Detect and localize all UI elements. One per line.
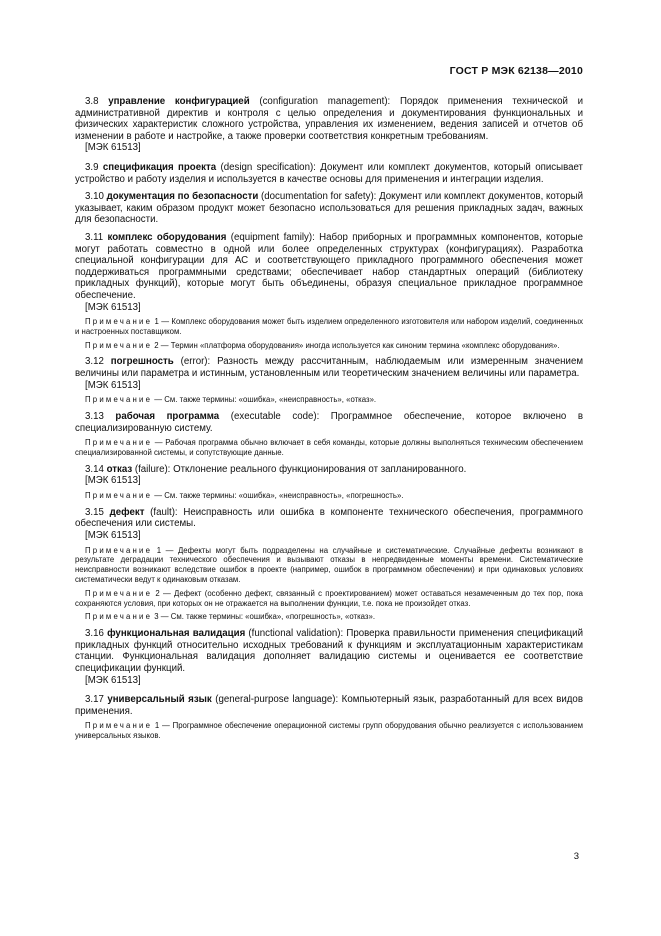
entry-number: 3.9 — [85, 161, 99, 173]
note-label: Примечание — [85, 395, 153, 405]
entry-term: управление конфигурацией — [108, 96, 250, 107]
note-label: Примечание — [85, 340, 153, 350]
note-text: 2 — Термин «платформа оборудования» иногда используется как синоним термина «комплекс оборудования». — [152, 340, 560, 350]
entry-number: 3.13 — [85, 411, 104, 423]
note-label: Примечание — [85, 545, 153, 555]
entry-note — [75, 317, 583, 337]
entry-reference: [МЭК 61513] — [85, 379, 141, 391]
entry-number: 3.14 — [85, 463, 104, 475]
note-text: 1 — Дефекты могут быть подразделены на случайные и систематические. Случайные дефекты возникают в результате деградации технического обеспечения и вызывают отказы в непредвиденные моменты времени. Систематические неисправности возникают вследствие ошибок в проекте (например, ошибок в программном обеспечении) и при одинаковых условиях систематически ведут к одинаковым отказам. — [75, 545, 583, 584]
entry-text: (general-purpose language): Компьютерный язык, разработанный для всех видов применения. — [75, 694, 583, 717]
note-text: — См. также термины: «ошибка», «неисправность», «отказ». — [152, 395, 377, 405]
entry-number: 3.11 — [85, 231, 104, 243]
entry-note — [75, 395, 583, 405]
note-text: — Рабочая программа обычно включает в себя команды, которые должны выполняться техническим обеспечением специализированной системы, и сопутствующие данные. — [75, 438, 583, 458]
definition-entry — [75, 464, 583, 476]
entry-note — [75, 589, 583, 609]
entry-text: (error): Разность между рассчитанным, наблюдаемым или измеренным значением величины или параметра и истинным, установленным или теоретическим значением величины или параметра. — [75, 356, 583, 380]
note-text: 1 — Комплекс оборудования может быть изделием определенного изготовителя или набором изделий, соединенных и настроенных поставщиком. — [75, 317, 583, 336]
entry-term: отказ — [106, 463, 133, 475]
entry-number: 3.10 — [85, 191, 104, 203]
entry-number: 3.16 — [85, 628, 104, 640]
note-text: 3 — См. также термины: «ошибка», «погрешность», «отказ». — [152, 612, 375, 622]
note-label: Примечание — [85, 317, 153, 327]
entry-text: (equipment family): Набор приборных и программных компонентов, которые могут работать совместно в одной или более определенных структурах (конфигурациях). Разработка специальной конфигурации для АС и соответствующего прикладного программного обеспечения может поддерживаться программными средствами; обеспечивает набор стандартных операций (библиотеку прикладных функций), которые могут быть объединены, образуя специальное прикладное программное обеспечение. — [75, 231, 583, 301]
entry-term: рабочая программа — [115, 411, 220, 423]
note-label: Примечание — [85, 491, 153, 501]
entry-reference: [МЭК 61513] — [85, 475, 141, 487]
note-label: Примечание — [85, 588, 153, 598]
definition-entry — [75, 232, 583, 302]
entry-text: (design specification): Документ или комплект документов, который описывает устройство и работу изделия и используется в качестве основы для применения и интеграции изделия. — [75, 161, 583, 185]
entry-term: комплекс оборудования — [107, 231, 227, 243]
entry-note — [75, 721, 583, 741]
document-header: ГОСТ Р МЭК 62138—2010 — [449, 65, 583, 77]
entry-text: (functional validation): Проверка правильности применения спецификаций прикладных функций относительно исходных требований к функциям и эксплуатационным характеристикам станции. Функциональная валидация дополняет валидацию системы и оценивается ее соответствие спецификации функций. — [75, 628, 583, 674]
definition-entry — [75, 162, 583, 185]
definition-entry — [75, 628, 583, 674]
definition-entry — [75, 356, 583, 379]
entry-number: 3.12 — [85, 356, 104, 368]
entry-number: 3.8 — [85, 96, 99, 107]
definition-entry — [75, 191, 583, 226]
note-text: — См. также термины: «ошибка», «неисправность», «погрешность». — [152, 491, 404, 501]
entry-term: погрешность — [110, 356, 174, 368]
entry-text: (failure): Отклонение реального функционирования от запланированного. — [132, 463, 467, 475]
entry-note — [75, 341, 583, 351]
entry-reference: [МЭК 61513] — [85, 301, 141, 313]
entry-text: (configuration management): Порядок применения технической и административной директив и контроля с целью определения и документирования функциональных и физических характеристик сложного устройства, управления их изменением, ведения записей и отчетов об изменении в работе и настройке, а также проверки соответствия конкретным требованиям. — [75, 96, 583, 142]
entry-term: документация по безопасности — [106, 191, 259, 203]
entry-note — [75, 612, 583, 622]
definitions-list — [75, 96, 583, 747]
entry-term: спецификация проекта — [102, 161, 217, 173]
entry-term: функциональная валидация — [107, 628, 246, 640]
entry-reference: [МЭК 61513] — [85, 674, 141, 686]
entry-term: дефект — [109, 506, 145, 518]
entry-number: 3.17 — [85, 694, 104, 706]
note-text: 1 — Программное обеспечение операционной системы групп оборудования обычно реализуется с использованием универсальных языков. — [75, 721, 583, 741]
entry-note — [75, 546, 583, 585]
entry-note — [75, 438, 583, 458]
entry-text: (fault): Неисправность или ошибка в компоненте технического обеспечения, программного обеспечения или системы. — [75, 506, 583, 530]
entry-text: (documentation for safety): Документ или комплект документов, который указывает, каким образом продукт может безопасно использоваться для решения прикладных задач, важных для безопасности. — [75, 191, 583, 226]
note-label: Примечание — [85, 612, 153, 622]
entry-text: (executable code): Программное обеспечение, которое включено в специализированную систему. — [75, 411, 584, 434]
definition-entry — [75, 96, 583, 142]
note-label: Примечание — [85, 721, 153, 731]
entry-reference: [МЭК 61513] — [85, 142, 141, 154]
page-number: 3 — [573, 851, 579, 862]
entry-reference: [МЭК 61513] — [85, 530, 141, 542]
entry-note — [75, 491, 583, 501]
note-label: Примечание — [85, 438, 153, 448]
definition-entry — [75, 411, 583, 434]
definition-entry — [75, 694, 583, 717]
entry-term: универсальный язык — [107, 694, 212, 706]
entry-number: 3.15 — [85, 506, 104, 518]
definition-entry — [75, 507, 583, 530]
note-text: 2 — Дефект (особенно дефект, связанный с проектированием) может оставаться незамеченным до тех пор, пока сохраняются условия, при которых он не отражается на выполнении функции, т.е. пока не произойдет отказ. — [75, 588, 583, 608]
